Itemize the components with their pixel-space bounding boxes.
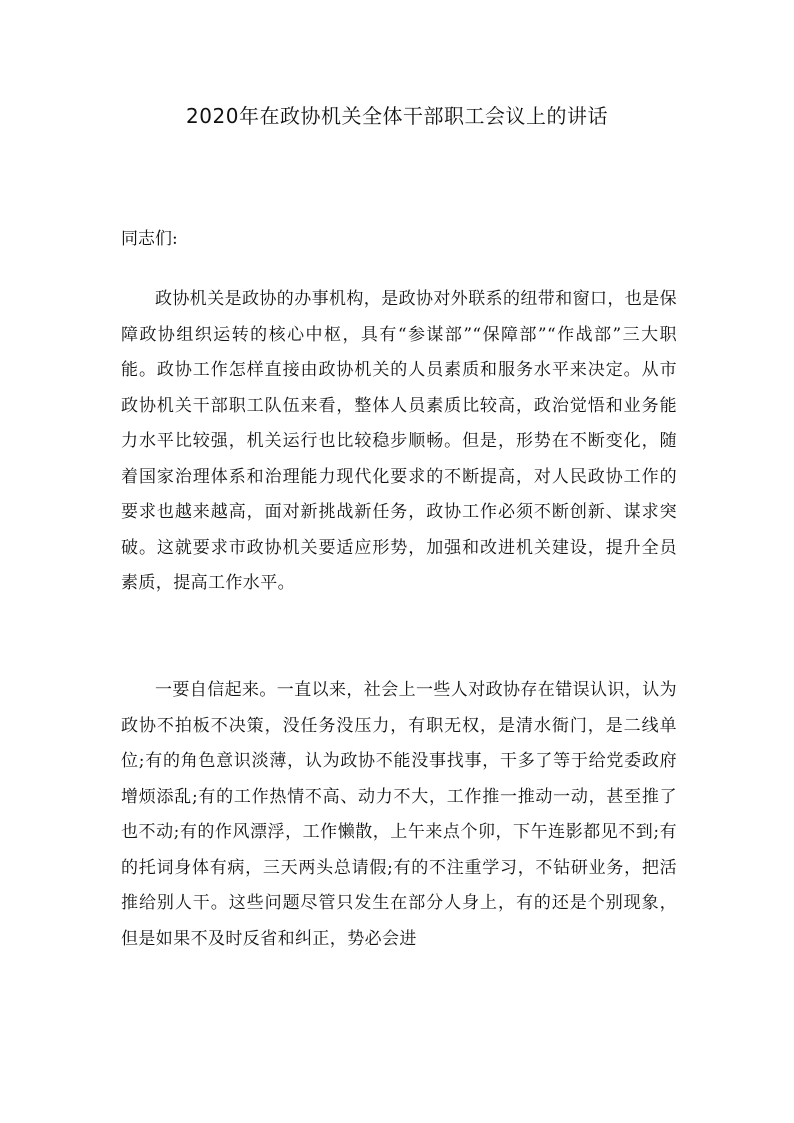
body-paragraph-1: 政协机关是政协的办事机构，是政协对外联系的纽带和窗口，也是保障政协组织运转的核心中枢，具有“参谋部”“保障部”“作战部”三大职能。政协工作怎样直接由政协机关的人员素质和服务水平来决定。从市政协机关干部职工队伍来看，整体人员素质比较高，政治觉悟和业务能力水平比较强，机关运行也比较稳步顺畅。但是，形势在不断变化，随着国家治理体系和治理能力现代化要求的不断提高，对人民政协工作的要求也越来越高，面对新挑战新任务，政协工作必须不断创新、谋求突破。这就要求市政协机关要适应形势，加强和改进机关建设，提升全员素质，提高工作水平。 xyxy=(121,289,677,593)
document-title: 2020年在政协机关全体干部职工会议上的讲话 xyxy=(186,104,608,128)
body-paragraph-2: 一要自信起来。一直以来，社会上一些人对政协存在错误认识，认为政协不拍板不决策，没任务没压力，有职无权，是清水衙门，是二线单位;有的角色意识淡薄，认为政协不能没事找事，干多了等于给党委政府增烦添乱;有的工作热情不高、动力不大，工作推一推动一动，甚至推了也不动;有的作风漂浮，工作懒散，上午来点个卯，下午连影都见不到;有的托词身体有病，三天两头总请假;有的不注重学习，不钻研业务，把活推给别人干。这些问题尽管只发生在部分人身上，有的还是个别现象，但是如果不及时反省和纠正，势必会进 xyxy=(121,680,677,949)
greeting-line: 同志们: xyxy=(121,229,178,249)
